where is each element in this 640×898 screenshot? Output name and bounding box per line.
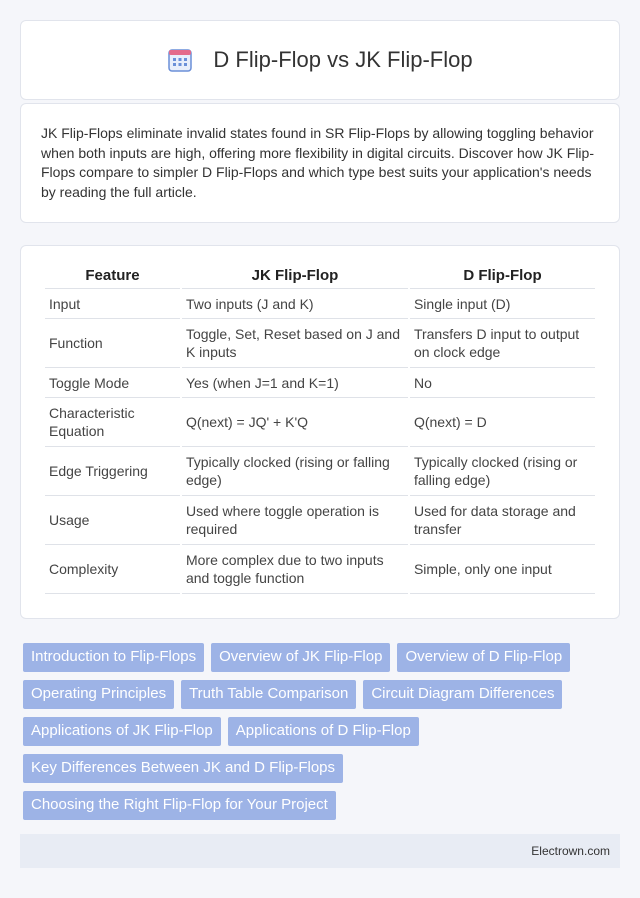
table-cell: More complex due to two inputs and toggle function bbox=[182, 545, 408, 594]
table-cell: Input bbox=[45, 289, 180, 319]
table-header-feature: Feature bbox=[45, 264, 180, 289]
table-cell: Simple, only one input bbox=[410, 545, 595, 594]
table-cell: Toggle, Set, Reset based on J and K inputs bbox=[182, 319, 408, 368]
table-cell: Complexity bbox=[45, 545, 180, 594]
table-cell: Edge Triggering bbox=[45, 447, 180, 496]
tag-row bbox=[23, 754, 623, 783]
intro-text: JK Flip-Flops eliminate invalid states found in SR Flip-Flops by allowing toggling behavior when both inputs are high, offering more flexibility in digital circuits. Discover how JK Flip-Flops compare to simpler D Flip-Flops and which type best suits your application's needs by reading the full article. bbox=[41, 125, 594, 200]
table-cell: Q(next) = D bbox=[410, 398, 595, 447]
footer bbox=[20, 834, 620, 868]
table-cell: Single input (D) bbox=[410, 289, 595, 319]
table-cell: Transfers D input to output on clock edge bbox=[410, 319, 595, 368]
table-header-d: D Flip-Flop bbox=[410, 264, 595, 289]
table-cell: Characteristic Equation bbox=[45, 398, 180, 447]
table-header-jk: JK Flip-Flop bbox=[182, 264, 408, 289]
table-row bbox=[45, 496, 595, 545]
title-card bbox=[20, 20, 620, 100]
tag-overview-d[interactable]: Overview of D Flip-Flop bbox=[397, 643, 570, 672]
tag-row bbox=[23, 643, 623, 672]
table-row bbox=[45, 447, 595, 496]
intro-card bbox=[20, 103, 620, 223]
table-row bbox=[45, 319, 595, 368]
table-cell: Typically clocked (rising or falling edge) bbox=[410, 447, 595, 496]
footer-brand[interactable]: Electrown.com bbox=[531, 844, 610, 858]
comparison-card bbox=[20, 245, 620, 619]
table-cell: Function bbox=[45, 319, 180, 368]
table-cell: Usage bbox=[45, 496, 180, 545]
table-cell: Q(next) = JQ' + K'Q bbox=[182, 398, 408, 447]
tag-key-differences[interactable]: Key Differences Between JK and D Flip-Flops bbox=[23, 754, 343, 783]
related-topics bbox=[23, 643, 623, 828]
table-cell: Yes (when J=1 and K=1) bbox=[182, 368, 408, 398]
table-row bbox=[45, 398, 595, 447]
table-cell: Used for data storage and transfer bbox=[410, 496, 595, 545]
tag-choosing[interactable]: Choosing the Right Flip-Flop for Your Project bbox=[23, 791, 336, 820]
tag-introduction[interactable]: Introduction to Flip-Flops bbox=[23, 643, 204, 672]
table-cell: Typically clocked (rising or falling edge) bbox=[182, 447, 408, 496]
tag-circuit-diagram[interactable]: Circuit Diagram Differences bbox=[363, 680, 562, 709]
tag-overview-jk[interactable]: Overview of JK Flip-Flop bbox=[211, 643, 390, 672]
table-row bbox=[45, 545, 595, 594]
tag-truth-table[interactable]: Truth Table Comparison bbox=[181, 680, 356, 709]
table-cell: Two inputs (J and K) bbox=[182, 289, 408, 319]
tag-row bbox=[23, 717, 623, 746]
table-cell: Toggle Mode bbox=[45, 368, 180, 398]
table-row bbox=[45, 368, 595, 398]
tag-row bbox=[23, 680, 623, 709]
tag-applications-d[interactable]: Applications of D Flip-Flop bbox=[228, 717, 419, 746]
table-row bbox=[45, 289, 595, 319]
table-cell: No bbox=[410, 368, 595, 398]
page-title: D Flip-Flop vs JK Flip-Flop bbox=[213, 47, 473, 72]
calendar-grid-icon bbox=[167, 47, 193, 73]
table-cell: Used where toggle operation is required bbox=[182, 496, 408, 545]
comparison-table bbox=[43, 264, 597, 594]
tag-applications-jk[interactable]: Applications of JK Flip-Flop bbox=[23, 717, 221, 746]
tag-row bbox=[23, 791, 623, 820]
tag-operating-principles[interactable]: Operating Principles bbox=[23, 680, 174, 709]
